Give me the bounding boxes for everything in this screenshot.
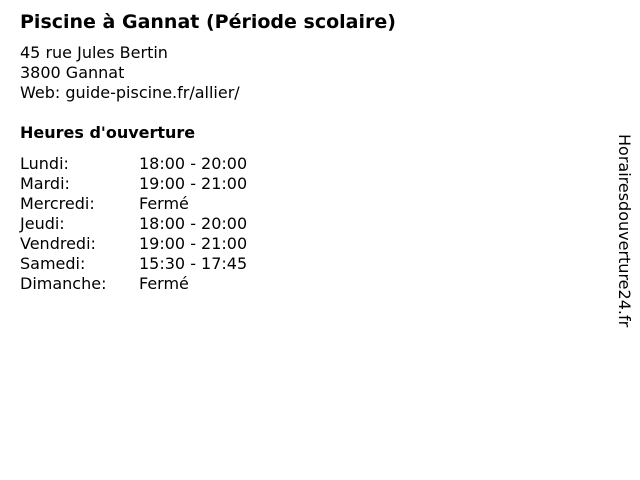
hours-day: Dimanche:	[20, 274, 107, 293]
hours-table	[20, 154, 247, 294]
address-web: Web: guide-piscine.fr/allier/	[20, 83, 240, 102]
address-block	[20, 43, 240, 103]
hours-day: Lundi:	[20, 154, 69, 173]
hours-time: Fermé	[139, 274, 189, 293]
hours-day: Mardi:	[20, 174, 70, 193]
hours-row-friday	[20, 234, 247, 254]
page-title: Piscine à Gannat (Période scolaire)	[20, 11, 396, 33]
hours-time: 19:00 - 21:00	[139, 234, 248, 253]
address-city: 3800 Gannat	[20, 63, 125, 82]
hours-time: 18:00 - 20:00	[139, 154, 248, 173]
hours-row-thursday	[20, 214, 247, 234]
hours-heading: Heures d'ouverture	[20, 123, 196, 142]
hours-time: 18:00 - 20:00	[139, 214, 248, 233]
hours-day: Samedi:	[20, 254, 86, 273]
hours-day: Mercredi:	[20, 194, 95, 213]
address-street: 45 rue Jules Bertin	[20, 43, 168, 62]
hours-time: 15:30 - 17:45	[139, 254, 248, 273]
hours-row-wednesday	[20, 194, 247, 214]
hours-day: Vendredi:	[20, 234, 96, 253]
hours-row-sunday	[20, 274, 247, 294]
hours-day: Jeudi:	[20, 214, 65, 233]
hours-time: Fermé	[139, 194, 189, 213]
hours-time: 19:00 - 21:00	[139, 174, 248, 193]
hours-row-tuesday	[20, 174, 247, 194]
hours-row-saturday	[20, 254, 247, 274]
watermark-text: Horairesdouverture24.fr	[615, 134, 634, 328]
hours-row-monday	[20, 154, 247, 174]
